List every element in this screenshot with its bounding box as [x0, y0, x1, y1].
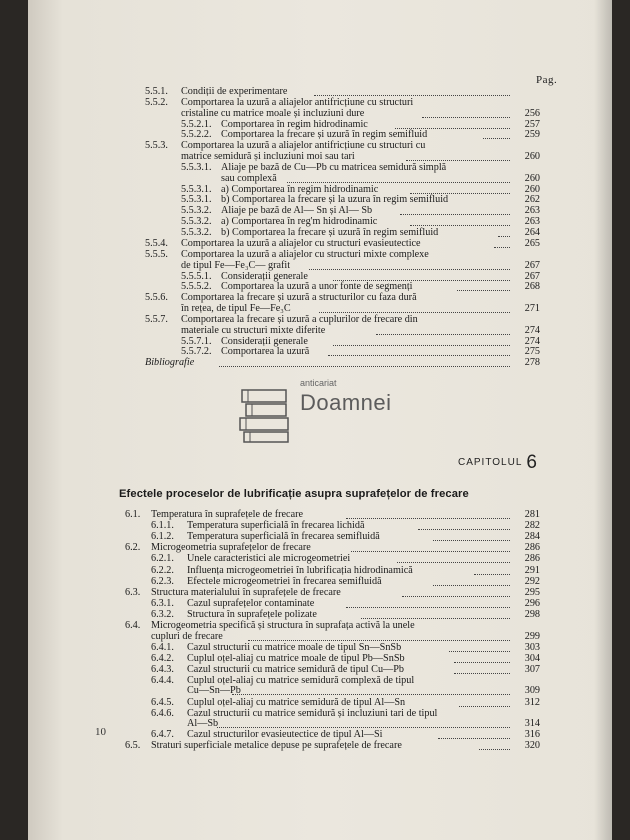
- toc-entry-number: 6.2.3.: [151, 575, 174, 587]
- toc-entry-number: 6.4.7.: [151, 729, 174, 741]
- watermark-line1: anticariat: [300, 378, 337, 388]
- toc-entry-title: Straturi superficiale metalice depuse pe suprafețele de frecare: [151, 740, 402, 752]
- toc-dot-leader: [400, 205, 510, 215]
- toc-entry: [145, 119, 540, 130]
- toc-dot-leader: [498, 227, 510, 237]
- chapter-title: Efectele proceselor de lubrificație asupra suprafețelor de frecare: [119, 488, 469, 500]
- toc-page-number: 275: [524, 346, 540, 358]
- toc-entry-title: Cuplul oțel-aliaj cu matrice moale de tipul Pb—SnSb: [187, 652, 405, 664]
- toc-page-number: 299: [524, 630, 540, 642]
- toc-entry-title: Cazul structurilor evasieutectice de tipul Al—Si: [187, 729, 383, 741]
- toc-entry-title: în rețea, de tipul Fe—Fe₃C: [181, 302, 291, 314]
- chapter-heading: [458, 452, 538, 474]
- toc-dot-leader: [459, 697, 510, 707]
- toc-entry-title: Cazul structurii cu matrice semidură și incluziuni tari de tipul: [187, 707, 438, 719]
- toc-entry: [125, 520, 540, 531]
- toc-entry-title: Comportarea la uzură a unor fonte de segmenți: [221, 281, 413, 293]
- toc-entry-title: Temperatura superficială în frecarea semifluidă: [187, 531, 380, 543]
- toc-entry: [145, 227, 540, 238]
- toc-entry-title: Comportarea la uzură: [221, 346, 310, 358]
- toc-page-number: 257: [524, 118, 540, 130]
- toc-entry-title: Cuplul oțel-aliaj cu matrice semidură complexă de tipul: [187, 674, 415, 686]
- toc-entry-number: 6.5.: [125, 740, 141, 752]
- toc-entry-number: 6.4.2.: [151, 652, 174, 664]
- toc-entry-title: materiale cu structuri mixte diferite: [181, 324, 326, 336]
- toc-page-number: 265: [524, 238, 540, 249]
- toc-entry-number: Bibliografie: [145, 357, 195, 369]
- toc-page-number: 260: [524, 150, 540, 162]
- toc-dot-leader: [333, 336, 510, 346]
- toc-page-number: 268: [524, 281, 540, 293]
- toc-entry-number: 6.2.: [125, 542, 141, 554]
- toc-dot-leader: [219, 357, 510, 367]
- toc-entry-title: Considerații generale: [221, 270, 308, 282]
- toc-entry-number: 5.5.2.1.: [181, 118, 212, 130]
- toc-entry: [125, 609, 540, 620]
- toc-entry-title: Cu—Sn—Pb: [187, 685, 241, 697]
- toc-page-number: 260: [524, 172, 540, 184]
- toc-entry-title: Unele caracteristici ale microgeometriei: [187, 553, 351, 565]
- toc-page-number: 295: [524, 586, 540, 598]
- toc-entry: [145, 184, 540, 195]
- toc-entry-number: 6.4.5.: [151, 696, 174, 708]
- toc-entry-number: 6.1.1.: [151, 520, 174, 532]
- toc-entry: [145, 140, 540, 161]
- toc-entry-title: Comportarea la uzură a aliajelor cu structuri mixte complexe: [181, 248, 429, 260]
- toc-dot-leader: [433, 576, 510, 586]
- toc-dot-leader: [402, 587, 510, 597]
- toc-entry-number: 6.4.: [125, 620, 141, 631]
- toc-dot-leader: [454, 664, 510, 674]
- toc-entry: [125, 708, 540, 729]
- toc-entry-title: Comportarea la uzură a aliajelor cu structuri evasieutectice: [181, 238, 421, 249]
- toc-entry-number: 5.5.6.: [145, 292, 168, 304]
- toc-entry-number: 5.5.3.: [145, 140, 168, 152]
- toc-entry: [145, 216, 540, 227]
- toc-entry: [125, 697, 540, 708]
- toc-entry-title: Microgeometria suprafețelor de frecare: [151, 542, 311, 554]
- toc-entry-title: Temperatura în suprafețele de frecare: [151, 509, 304, 520]
- page-edge-shadow: [594, 0, 612, 840]
- toc-entry-number: 6.3.1.: [151, 597, 174, 609]
- toc-entry-title: de tipul Fe—Fe₃C— grafit: [181, 259, 291, 271]
- toc-page-number: 284: [524, 531, 540, 543]
- toc-dot-leader: [433, 531, 510, 541]
- toc-page-number: 263: [524, 216, 540, 228]
- toc-page-number: 304: [524, 652, 540, 664]
- toc-dot-leader: [422, 108, 510, 118]
- toc-entry-title: b) Comportarea la frecare și la uzura în regim semifluid: [221, 194, 449, 206]
- toc-page-number: 316: [524, 729, 540, 741]
- toc-entry-number: 5.5.7.1.: [181, 335, 212, 347]
- toc-entry-number: 5.5.5.1.: [181, 270, 212, 282]
- toc-entry-title: Cazul structurii cu matrice moale de tipul Sn—SnSb: [187, 641, 402, 653]
- toc-entry-title: Comportarea la frecare și uzură a cuplurilor de frecare din: [181, 313, 418, 325]
- toc-page-number: 320: [524, 740, 540, 752]
- toc-entry: [145, 346, 540, 357]
- toc-entry: [125, 587, 540, 598]
- toc-entry-number: 6.3.2.: [151, 608, 174, 620]
- toc-page-number: 309: [524, 685, 540, 697]
- toc-entry: [125, 675, 540, 696]
- toc-page-number: 298: [524, 608, 540, 620]
- toc-entry-number: 5.5.4.: [145, 238, 168, 249]
- toc-entry-title: Structura materialului în suprafețele de frecare: [151, 586, 341, 598]
- toc-entry-title: cristaline cu matrice moale și incluziuni dure: [181, 107, 365, 119]
- toc-entry-title: Condiții de experimentare: [181, 86, 288, 97]
- toc-dot-leader: [232, 685, 510, 695]
- toc-entry: [125, 576, 540, 587]
- chapter-label: CAPITOLUL: [458, 457, 523, 468]
- toc-dot-leader: [376, 325, 510, 335]
- toc-entry-title: Temperatura superficială în frecarea lichidă: [187, 520, 365, 532]
- toc-page-number: 274: [524, 324, 540, 336]
- toc-entry-title: Influența microgeometriei în lubrificația hidrodinamică: [187, 564, 413, 576]
- toc-dot-leader: [328, 346, 510, 356]
- toc-page-number: 286: [524, 542, 540, 554]
- toc-entry-number: 6.2.2.: [151, 564, 174, 576]
- toc-entry-number: 6.4.6.: [151, 707, 174, 719]
- toc-entry: [145, 271, 540, 282]
- toc-page-number: 291: [524, 564, 540, 576]
- toc-entry-title: Cazul structurii cu matrice semidură de tipul Cu—Pb: [187, 663, 405, 675]
- toc-entry-number: 5.5.3.1.: [181, 194, 212, 206]
- toc-page-number: 312: [524, 696, 540, 708]
- toc-dot-leader: [287, 173, 510, 183]
- toc-entry-title: b) Comportarea la frecare și uzură în regim semifluid: [221, 227, 439, 239]
- toc-entry: [145, 238, 540, 249]
- toc-entry: [125, 620, 540, 641]
- toc-entry: [145, 162, 540, 183]
- toc-entry: [125, 553, 540, 564]
- toc-entry-title: Aliaje pe bază de Al— Sn și Al— Sb: [221, 205, 373, 217]
- toc-entry-title: Comportarea la frecare și uzură în regim semifluid: [221, 129, 428, 141]
- toc-dot-leader: [449, 642, 511, 652]
- toc-page-number: 263: [524, 205, 540, 217]
- toc-entry: [125, 598, 540, 609]
- toc-dot-leader: [474, 565, 510, 575]
- toc-page-number: 264: [524, 227, 540, 239]
- toc-dot-leader: [346, 509, 510, 519]
- toc-entry: [125, 664, 540, 675]
- toc-entry-number: 5.5.2.: [145, 96, 168, 108]
- toc-page-number: 286: [524, 553, 540, 565]
- toc-entry-title: a) Comportarea în reg'm hidrodinamic: [221, 216, 378, 228]
- toc-dot-leader: [410, 184, 510, 194]
- toc-entry-title: Al—Sb: [187, 718, 219, 730]
- toc-entry-title: Aliaje pe bază de Cu—Pb cu matricea semidură simplă: [221, 161, 447, 173]
- toc-entry-number: 5.5.3.1.: [181, 161, 212, 173]
- toc-entry-title: Comportarea la uzură a aliajelor antifricțiune cu structuri cu: [181, 140, 426, 152]
- toc-entry: [125, 740, 540, 751]
- page-folio: 10: [95, 726, 106, 738]
- toc-page-number: 274: [524, 335, 540, 347]
- toc-page-number: 314: [524, 718, 540, 730]
- toc-dot-leader: [248, 631, 510, 641]
- toc-page-number: 271: [524, 302, 540, 314]
- toc-page-number: 267: [524, 259, 540, 271]
- toc-entry-number: 5.5.3.2.: [181, 205, 212, 217]
- toc-dot-leader: [361, 609, 510, 619]
- toc-page-number: 267: [524, 270, 540, 282]
- toc-entry: [125, 509, 540, 520]
- toc-entry-title: Comportarea la uzură a aliajelor antifricțiune cu structuri: [181, 96, 414, 108]
- books-logo-icon: [238, 384, 294, 444]
- toc-page-number: 259: [524, 129, 540, 141]
- toc-entry-title: Structura în suprafețele polizate: [187, 608, 317, 620]
- toc-dot-leader: [346, 598, 511, 608]
- toc-dot-leader: [410, 216, 510, 226]
- toc-page-number: 262: [524, 194, 540, 206]
- toc-dot-leader: [406, 151, 510, 161]
- toc-dot-leader: [217, 718, 510, 728]
- toc-dot-leader: [454, 653, 510, 663]
- toc-entry-number: 5.5.7.: [145, 313, 168, 325]
- toc-entry: [145, 86, 540, 97]
- toc-entry-number: 6.3.: [125, 586, 141, 598]
- toc-entry-number: 5.5.5.2.: [181, 281, 212, 293]
- toc-entry-number: 5.5.7.2.: [181, 346, 212, 358]
- toc-entry-title: Comportarea în regim hidrodinamic: [221, 118, 368, 130]
- toc-page-number: 278: [524, 357, 540, 369]
- toc-dot-leader: [397, 553, 510, 563]
- toc-entry: [145, 205, 540, 216]
- toc-entry: [145, 129, 540, 140]
- toc-dot-leader: [309, 260, 510, 270]
- toc-entry-title: a) Comportarea în regim hidrodinamic: [221, 183, 379, 195]
- toc-dot-leader: [479, 740, 510, 750]
- toc-dot-leader: [333, 271, 510, 281]
- toc-entry-number: 6.2.1.: [151, 553, 174, 565]
- toc-entry: [145, 357, 540, 368]
- toc-entry-number: 5.5.5.: [145, 248, 168, 260]
- watermark-line2: Doamnei: [300, 390, 392, 415]
- toc-entry-title: matrice semidură și incluziuni moi sau tari: [181, 150, 355, 162]
- toc-page-number: 281: [524, 509, 540, 520]
- toc-entry: [145, 249, 540, 270]
- toc-entry-number: 5.5.3.2.: [181, 227, 212, 239]
- toc-entry: [125, 642, 540, 653]
- toc-dot-leader: [314, 86, 510, 96]
- toc-entry-title: Comportarea la frecare și uzură a structurilor cu faza dură: [181, 292, 417, 304]
- toc-entry-title: Efectele microgeometriei în frecarea semifluidă: [187, 575, 382, 587]
- toc-entry: [125, 542, 540, 553]
- toc-entry-title: cupluri de frecare: [151, 630, 223, 642]
- toc-dot-leader: [351, 542, 510, 552]
- toc-entry-title: Cuplul oțel-aliaj cu matrice semidură de tipul Al—Sn: [187, 696, 406, 708]
- toc-page-number: 303: [524, 641, 540, 653]
- toc-dot-leader: [438, 729, 510, 739]
- toc-page-number: 292: [524, 575, 540, 587]
- toc-entry: [145, 97, 540, 118]
- page-column-header: Pag.: [536, 74, 558, 86]
- toc-dot-leader: [418, 520, 510, 530]
- toc-entry: [145, 336, 540, 347]
- toc-entry: [145, 194, 540, 205]
- toc-entry-number: 6.4.1.: [151, 641, 174, 653]
- toc-page-number: 260: [524, 183, 540, 195]
- toc-entry-title: sau complexă: [221, 172, 277, 184]
- toc-entry: [125, 531, 540, 542]
- toc-entry-number: 5.5.3.2.: [181, 216, 212, 228]
- chapter-number: 6: [526, 452, 538, 473]
- toc-entry-title: Cazul suprafețelor contaminate: [187, 597, 315, 609]
- toc-entry-number: 6.1.: [125, 509, 141, 520]
- toc-entry-number: 5.5.3.1.: [181, 183, 212, 195]
- toc-page-number: 296: [524, 597, 540, 609]
- toc-page-number: 282: [524, 520, 540, 532]
- toc-entry-number: 6.4.3.: [151, 663, 174, 675]
- toc-entry: [145, 314, 540, 335]
- toc-entry: [125, 653, 540, 664]
- toc-dot-leader: [319, 303, 510, 313]
- toc-entry-title: Microgeometria specifică și structura în suprafața activă la unele: [151, 620, 415, 631]
- toc-entry: [125, 729, 540, 740]
- toc-entry: [145, 281, 540, 292]
- toc-dot-leader: [457, 281, 510, 291]
- toc-entry: [145, 292, 540, 313]
- toc-dot-leader: [494, 238, 510, 248]
- toc-dot-leader: [483, 129, 511, 139]
- toc-entry: [125, 565, 540, 576]
- toc-entry-number: 5.5.2.2.: [181, 129, 212, 141]
- toc-dot-leader: [395, 119, 510, 129]
- toc-page-number: 256: [524, 107, 540, 119]
- toc-entry-number: 6.1.2.: [151, 531, 174, 543]
- toc-entry-number: 6.4.4.: [151, 674, 174, 686]
- toc-page-number: 307: [524, 663, 540, 675]
- toc-entry-number: 5.5.1.: [145, 86, 168, 97]
- toc-entry-title: Considerații generale: [221, 335, 308, 347]
